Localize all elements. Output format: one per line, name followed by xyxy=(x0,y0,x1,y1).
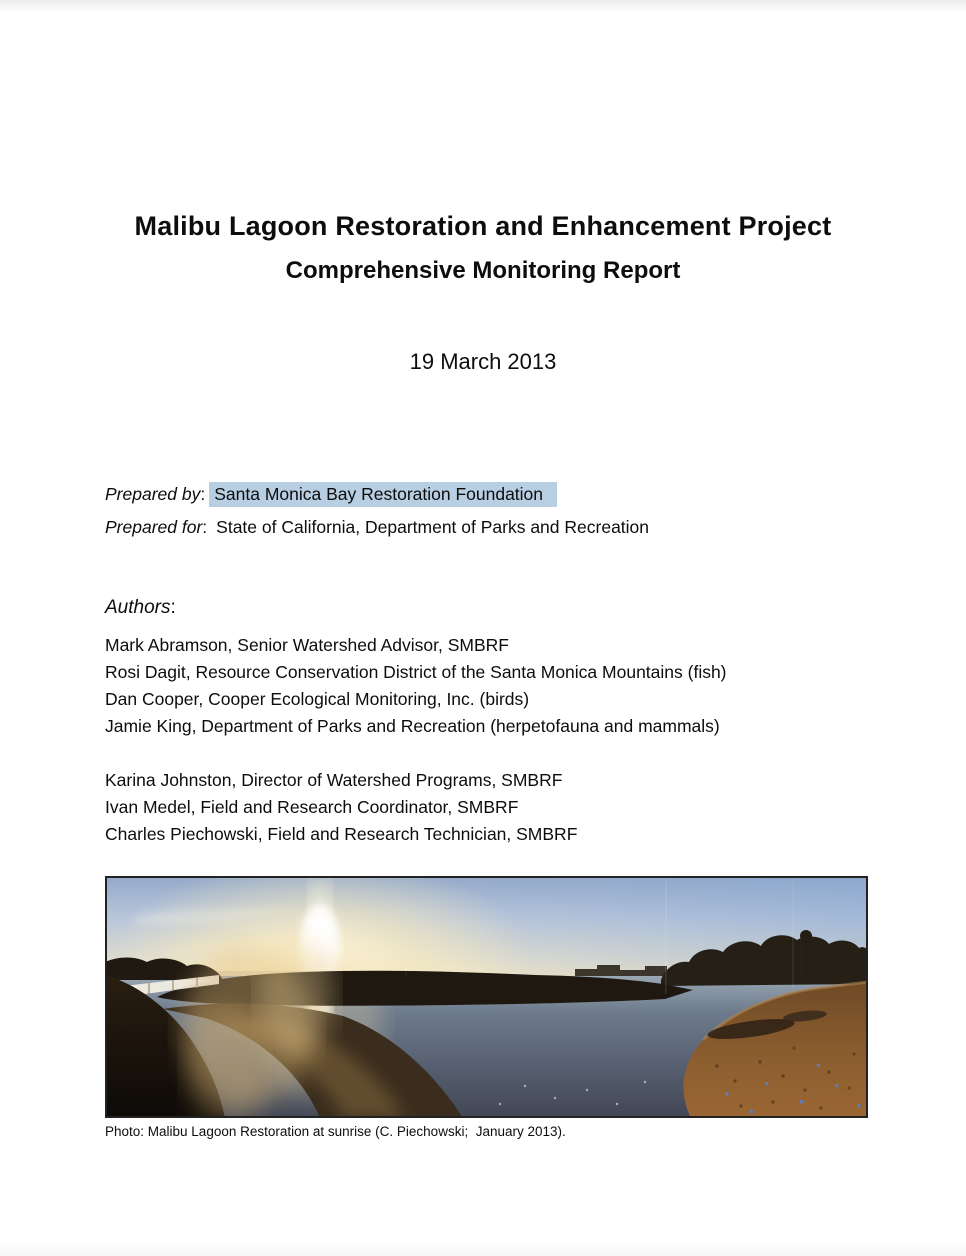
bottom-shade xyxy=(0,1240,966,1256)
title-block xyxy=(0,211,966,285)
authors-heading xyxy=(105,597,727,619)
prepared-by-line xyxy=(105,478,649,511)
prepared-for-label: Prepared for xyxy=(105,516,203,537)
authors-block xyxy=(105,597,727,848)
author-item: Mark Abramson, Senior Watershed Advisor, SMBRF xyxy=(105,635,509,655)
authors-heading-word: Authors xyxy=(105,597,171,618)
prepared-by-highlight: Santa Monica Bay Restoration Foundation xyxy=(209,482,557,507)
lagoon-sunrise-photo xyxy=(105,876,868,1118)
author-item: Karina Johnston, Director of Watershed Programs, SMBRF xyxy=(105,770,563,790)
authors-group-1 xyxy=(105,632,727,740)
top-shade xyxy=(0,0,966,12)
authors-gap xyxy=(105,740,727,767)
photo-caption: Photo: Malibu Lagoon Restoration at sunrise (C. Piechowski; January 2013). xyxy=(105,1124,566,1139)
author-item: Rosi Dagit, Resource Conservation District of the Santa Monica Mountains (fish) xyxy=(105,662,727,682)
report-subtitle: Comprehensive Monitoring Report xyxy=(285,257,681,284)
prepared-for-colon: : xyxy=(202,516,208,537)
author-item: Jamie King, Department of Parks and Recreation (herpetofauna and mammals) xyxy=(105,716,720,736)
prepared-by-label: Prepared by xyxy=(105,484,201,504)
prepared-block xyxy=(105,478,649,543)
prepared-for-line xyxy=(105,511,649,544)
author-item: Dan Cooper, Cooper Ecological Monitoring, Inc. (birds) xyxy=(105,689,530,709)
authors-group-2 xyxy=(105,767,727,848)
author-item: Charles Piechowski, Field and Research Technician, SMBRF xyxy=(105,824,578,844)
authors-heading-colon: : xyxy=(170,597,176,618)
prepared-by-colon: : xyxy=(200,484,206,504)
author-item: Ivan Medel, Field and Research Coordinator, SMBRF xyxy=(105,797,519,817)
report-title: Malibu Lagoon Restoration and Enhancement Project xyxy=(134,211,832,241)
lagoon-photo-art xyxy=(105,876,868,1118)
prepared-for-value: State of California, Department of Parks and Recreation xyxy=(216,516,650,537)
report-date: 19 March 2013 xyxy=(409,349,557,374)
